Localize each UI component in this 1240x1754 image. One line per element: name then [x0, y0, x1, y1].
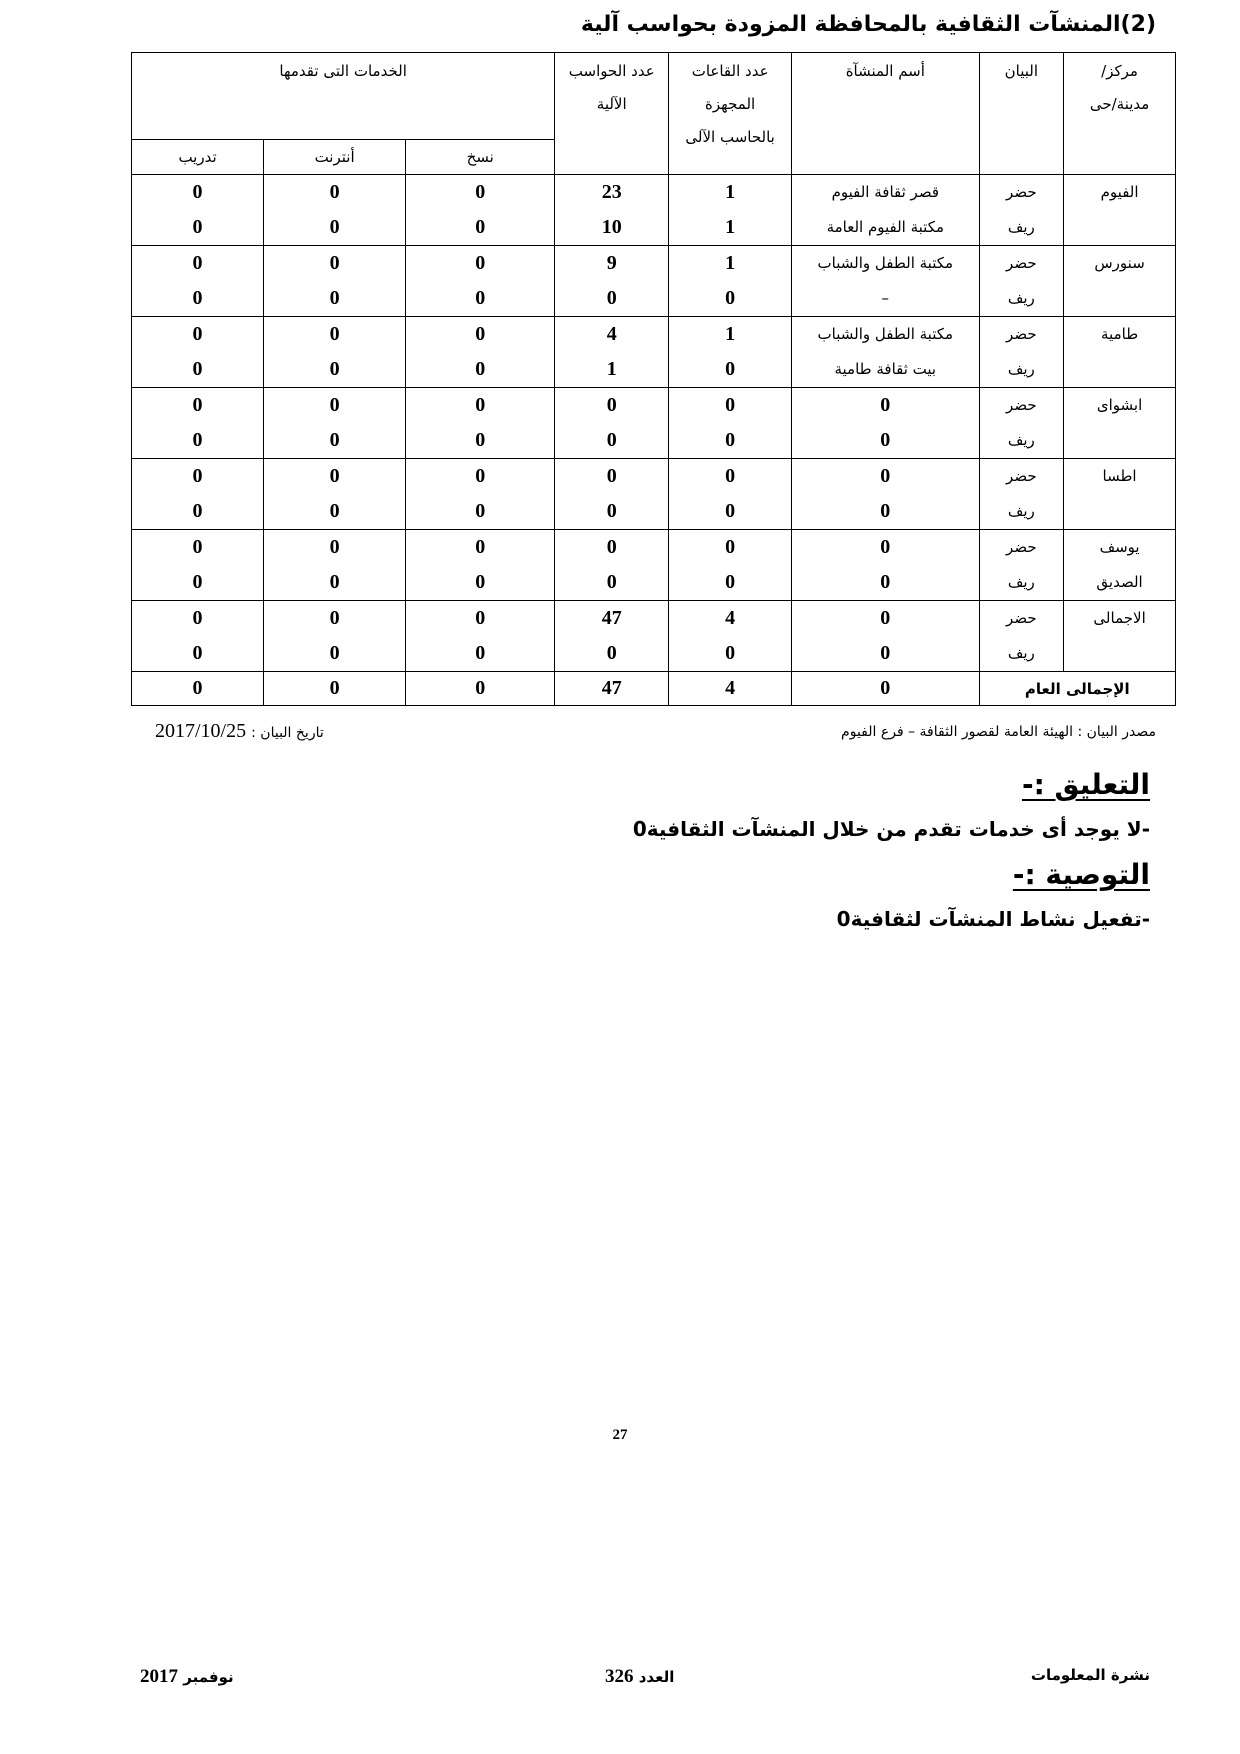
statement-cell-line: ريف: [1007, 644, 1035, 662]
facility-cell: [792, 459, 979, 530]
internet-cell: [264, 530, 406, 601]
grand-total-copy: 0: [406, 672, 555, 706]
computers-cell: [555, 317, 669, 388]
facility-cell: [792, 317, 979, 388]
computers-cell-line: 0: [606, 500, 617, 522]
facility-cell-line: مكتبة الفيوم العامة: [826, 218, 945, 236]
training-cell-line: 0: [192, 571, 203, 593]
copy-cell-line: 0: [475, 607, 486, 629]
internet-cell: [264, 459, 406, 530]
facility-cell-line: مكتبة الطفل والشباب: [817, 254, 954, 272]
internet-cell-line: 0: [329, 358, 340, 380]
training-cell-line: 0: [192, 358, 203, 380]
training-cell-line: 0: [192, 394, 203, 416]
statement-cell: [979, 601, 1064, 672]
district-cell-line: [1064, 281, 1175, 316]
computers-cell-line: 0: [606, 465, 617, 487]
copy-cell-line: 0: [475, 394, 486, 416]
facility-cell-line: 0: [880, 429, 891, 451]
district-cell-line: سنورس: [1094, 254, 1145, 272]
comment-heading: التعليق :-: [1021, 768, 1150, 801]
computers-cell-line: 0: [606, 642, 617, 664]
copy-cell: [406, 317, 555, 388]
halls-cell-line: 4: [725, 607, 736, 629]
header-halls: [669, 53, 792, 175]
halls-cell: [669, 246, 792, 317]
copy-cell-line: 0: [475, 181, 486, 203]
header-facility-name: أسم المنشآة: [792, 53, 979, 175]
footer-year: 2017: [140, 1666, 178, 1687]
statement-cell: [979, 175, 1064, 246]
data-date-value: 2017/10/25: [155, 720, 247, 742]
internet-cell-line: 0: [329, 500, 340, 522]
footer-month: نوفمبر: [183, 1668, 234, 1686]
internet-cell-line: 0: [329, 607, 340, 629]
facility-cell-line: مكتبة الطفل والشباب: [817, 325, 954, 343]
computers-cell: [555, 388, 669, 459]
internet-cell: [264, 317, 406, 388]
training-cell: [132, 388, 264, 459]
recommendation-heading: التوصية :-: [1012, 858, 1150, 891]
facility-cell-line: 0: [880, 465, 891, 487]
halls-cell: [669, 175, 792, 246]
copy-cell: [406, 459, 555, 530]
table-row: [132, 388, 1176, 459]
copy-cell: [406, 175, 555, 246]
training-cell-line: 0: [192, 642, 203, 664]
district-cell: [1064, 459, 1176, 530]
internet-cell: [264, 388, 406, 459]
copy-cell-line: 0: [475, 571, 486, 593]
internet-cell: [264, 175, 406, 246]
halls-cell: [669, 459, 792, 530]
computers-cell: [555, 175, 669, 246]
table-row: [132, 246, 1176, 317]
page-number: 27: [612, 1427, 628, 1443]
halls-cell: [669, 601, 792, 672]
computers-cell-line: 0: [606, 571, 617, 593]
training-cell: [132, 175, 264, 246]
statement-cell: [979, 317, 1064, 388]
training-cell-line: 0: [192, 607, 203, 629]
halls-cell-line: 0: [725, 642, 736, 664]
district-cell-line: الفيوم: [1100, 183, 1139, 201]
header-halls-line: بالحاسب الآلى: [685, 128, 775, 146]
header-statement: البيان: [979, 53, 1064, 175]
facility-cell-line: 0: [880, 536, 891, 558]
district-cell-line: [1064, 423, 1175, 458]
statement-cell-line: ريف: [1007, 218, 1035, 236]
header-district: [1064, 53, 1176, 175]
copy-cell-line: 0: [475, 252, 486, 274]
computers-cell-line: 0: [606, 536, 617, 558]
copy-cell-line: 0: [475, 358, 486, 380]
internet-cell-line: 0: [329, 287, 340, 309]
statement-cell-line: حضر: [1006, 538, 1037, 556]
facility-cell-line: 0: [880, 642, 891, 664]
grand-total-row: [132, 672, 1176, 706]
header-computers: [555, 53, 669, 175]
computers-cell-line: 1: [606, 358, 617, 380]
district-cell-line: اطسا: [1102, 467, 1137, 485]
facility-cell-line: قصر ثقافة الفيوم: [831, 183, 940, 201]
computers-cell-line: 0: [606, 287, 617, 309]
facility-cell-line: بيت ثقافة طامية: [834, 360, 937, 378]
page-title: (2)المنشآت الثقافية بالمحافظة المزودة بحواسب آلية: [580, 12, 1156, 37]
internet-cell-line: 0: [329, 536, 340, 558]
grand-total-halls: 4: [669, 672, 792, 706]
statement-cell-line: حضر: [1006, 609, 1037, 627]
district-cell-line: الصديق: [1096, 573, 1143, 591]
statement-cell-line: ريف: [1007, 502, 1035, 520]
facility-cell-line: –: [881, 289, 890, 307]
header-service-training: تدريب: [132, 140, 264, 175]
training-cell-line: 0: [192, 181, 203, 203]
halls-cell: [669, 530, 792, 601]
halls-cell-line: 1: [725, 323, 736, 345]
training-cell: [132, 317, 264, 388]
facility-cell-line: 0: [880, 500, 891, 522]
halls-cell-line: 0: [725, 429, 736, 451]
internet-cell-line: 0: [329, 252, 340, 274]
training-cell: [132, 459, 264, 530]
training-cell: [132, 601, 264, 672]
copy-cell: [406, 601, 555, 672]
copy-cell-line: 0: [475, 216, 486, 238]
training-cell-line: 0: [192, 500, 203, 522]
halls-cell-line: 1: [725, 252, 736, 274]
statement-cell-line: ريف: [1007, 289, 1035, 307]
statement-cell-line: ريف: [1007, 360, 1035, 378]
statement-cell: [979, 388, 1064, 459]
statement-cell-line: حضر: [1006, 254, 1037, 272]
training-cell-line: 0: [192, 429, 203, 451]
training-cell-line: 0: [192, 287, 203, 309]
district-cell-line: [1064, 636, 1175, 671]
internet-cell-line: 0: [329, 465, 340, 487]
computers-cell-line: 0: [606, 429, 617, 451]
copy-cell-line: 0: [475, 500, 486, 522]
header-halls-line: المجهزة: [705, 95, 756, 113]
training-cell-line: 0: [192, 252, 203, 274]
header-district-line: مركز/: [1101, 62, 1138, 80]
computers-cell-line: 9: [606, 252, 617, 274]
grand-total-computers: 47: [555, 672, 669, 706]
data-source: مصدر البيان : الهيئة العامة لقصور الثقافة – فرع الفيوم: [841, 724, 1156, 740]
computers-cell-line: 47: [601, 607, 622, 629]
grand-total-facility: 0: [792, 672, 979, 706]
facility-cell: [792, 601, 979, 672]
copy-cell: [406, 246, 555, 317]
footer-issue: [605, 1666, 674, 1688]
halls-cell-line: 0: [725, 536, 736, 558]
halls-cell-line: 0: [725, 465, 736, 487]
computers-cell: [555, 459, 669, 530]
facility-cell: [792, 175, 979, 246]
data-date-label: تاريخ البيان :: [251, 725, 324, 741]
statement-cell-line: حضر: [1006, 325, 1037, 343]
district-cell: [1064, 246, 1176, 317]
halls-cell-line: 0: [725, 500, 736, 522]
facilities-table: [131, 52, 1176, 706]
facility-cell-line: 0: [880, 607, 891, 629]
facility-cell-line: 0: [880, 571, 891, 593]
table-row: [132, 601, 1176, 672]
footer-date: [140, 1666, 234, 1688]
district-cell: [1064, 601, 1176, 672]
statement-cell: [979, 246, 1064, 317]
district-cell: [1064, 388, 1176, 459]
copy-cell: [406, 388, 555, 459]
computers-cell-line: 10: [601, 216, 622, 238]
computers-cell-line: 23: [601, 181, 622, 203]
training-cell-line: 0: [192, 465, 203, 487]
table-row: [132, 459, 1176, 530]
copy-cell-line: 0: [475, 323, 486, 345]
internet-cell-line: 0: [329, 181, 340, 203]
table-row: [132, 317, 1176, 388]
training-cell-line: 0: [192, 536, 203, 558]
training-cell: [132, 246, 264, 317]
district-cell: [1064, 175, 1176, 246]
table-row: [132, 530, 1176, 601]
statement-cell-line: حضر: [1006, 396, 1037, 414]
facility-cell-line: 0: [880, 394, 891, 416]
halls-cell-line: 0: [725, 358, 736, 380]
header-district-line: مدينة/حى: [1089, 95, 1150, 113]
district-cell-line: [1064, 210, 1175, 245]
copy-cell: [406, 530, 555, 601]
facility-cell: [792, 388, 979, 459]
copy-cell-line: 0: [475, 287, 486, 309]
statement-cell-line: ريف: [1007, 573, 1035, 591]
table-row: [132, 175, 1176, 246]
computers-cell-line: 4: [606, 323, 617, 345]
computers-cell-line: 0: [606, 394, 617, 416]
district-cell-line: ابشواى: [1096, 396, 1143, 414]
statement-cell-line: حضر: [1006, 467, 1037, 485]
district-cell-line: [1064, 494, 1175, 529]
header-services: الخدمات التى تقدمها: [132, 53, 555, 140]
internet-cell-line: 0: [329, 216, 340, 238]
computers-cell: [555, 601, 669, 672]
district-cell-line: الاجمالى: [1093, 609, 1146, 627]
internet-cell-line: 0: [329, 394, 340, 416]
halls-cell: [669, 317, 792, 388]
training-cell-line: 0: [192, 323, 203, 345]
statement-cell: [979, 530, 1064, 601]
data-date: [155, 720, 324, 743]
recommendation-body: -تفعيل نشاط المنشآت لثقافية0: [836, 907, 1150, 931]
halls-cell-line: 1: [725, 181, 736, 203]
facility-cell: [792, 530, 979, 601]
halls-cell-line: 0: [725, 571, 736, 593]
halls-cell-line: 0: [725, 287, 736, 309]
computers-cell: [555, 246, 669, 317]
grand-total-internet: 0: [264, 672, 406, 706]
internet-cell-line: 0: [329, 323, 340, 345]
header-service-internet: أنترنت: [264, 140, 406, 175]
halls-cell-line: 1: [725, 216, 736, 238]
facility-cell: [792, 246, 979, 317]
internet-cell-line: 0: [329, 429, 340, 451]
header-computers-line: عدد الحواسب: [568, 62, 655, 80]
statement-cell-line: حضر: [1006, 183, 1037, 201]
internet-cell-line: 0: [329, 642, 340, 664]
halls-cell-line: 0: [725, 394, 736, 416]
district-cell-line: يوسف: [1099, 538, 1140, 556]
copy-cell-line: 0: [475, 642, 486, 664]
internet-cell: [264, 246, 406, 317]
training-cell: [132, 530, 264, 601]
header-service-copy: نسخ: [406, 140, 555, 175]
halls-cell: [669, 388, 792, 459]
grand-total-training: 0: [132, 672, 264, 706]
district-cell: [1064, 530, 1176, 601]
copy-cell-line: 0: [475, 536, 486, 558]
footer-issue-label: العدد: [638, 1668, 675, 1686]
district-cell-line: [1064, 352, 1175, 387]
grand-total-label: الإجمالى العام: [979, 672, 1175, 706]
comment-body: -لا يوجد أى خدمات تقدم من خلال المنشآت الثقافية0: [632, 817, 1150, 841]
district-cell-line: طامية: [1101, 325, 1139, 343]
header-halls-line: عدد القاعات: [691, 62, 769, 80]
training-cell-line: 0: [192, 216, 203, 238]
copy-cell-line: 0: [475, 429, 486, 451]
footer-issue-number: 326: [605, 1666, 634, 1687]
footer-publication: نشرة المعلومات: [1030, 1666, 1150, 1684]
statement-cell-line: ريف: [1007, 431, 1035, 449]
internet-cell: [264, 601, 406, 672]
statement-cell: [979, 459, 1064, 530]
computers-cell: [555, 530, 669, 601]
copy-cell-line: 0: [475, 465, 486, 487]
header-computers-line: الآلية: [596, 95, 627, 113]
internet-cell-line: 0: [329, 571, 340, 593]
district-cell: [1064, 317, 1176, 388]
